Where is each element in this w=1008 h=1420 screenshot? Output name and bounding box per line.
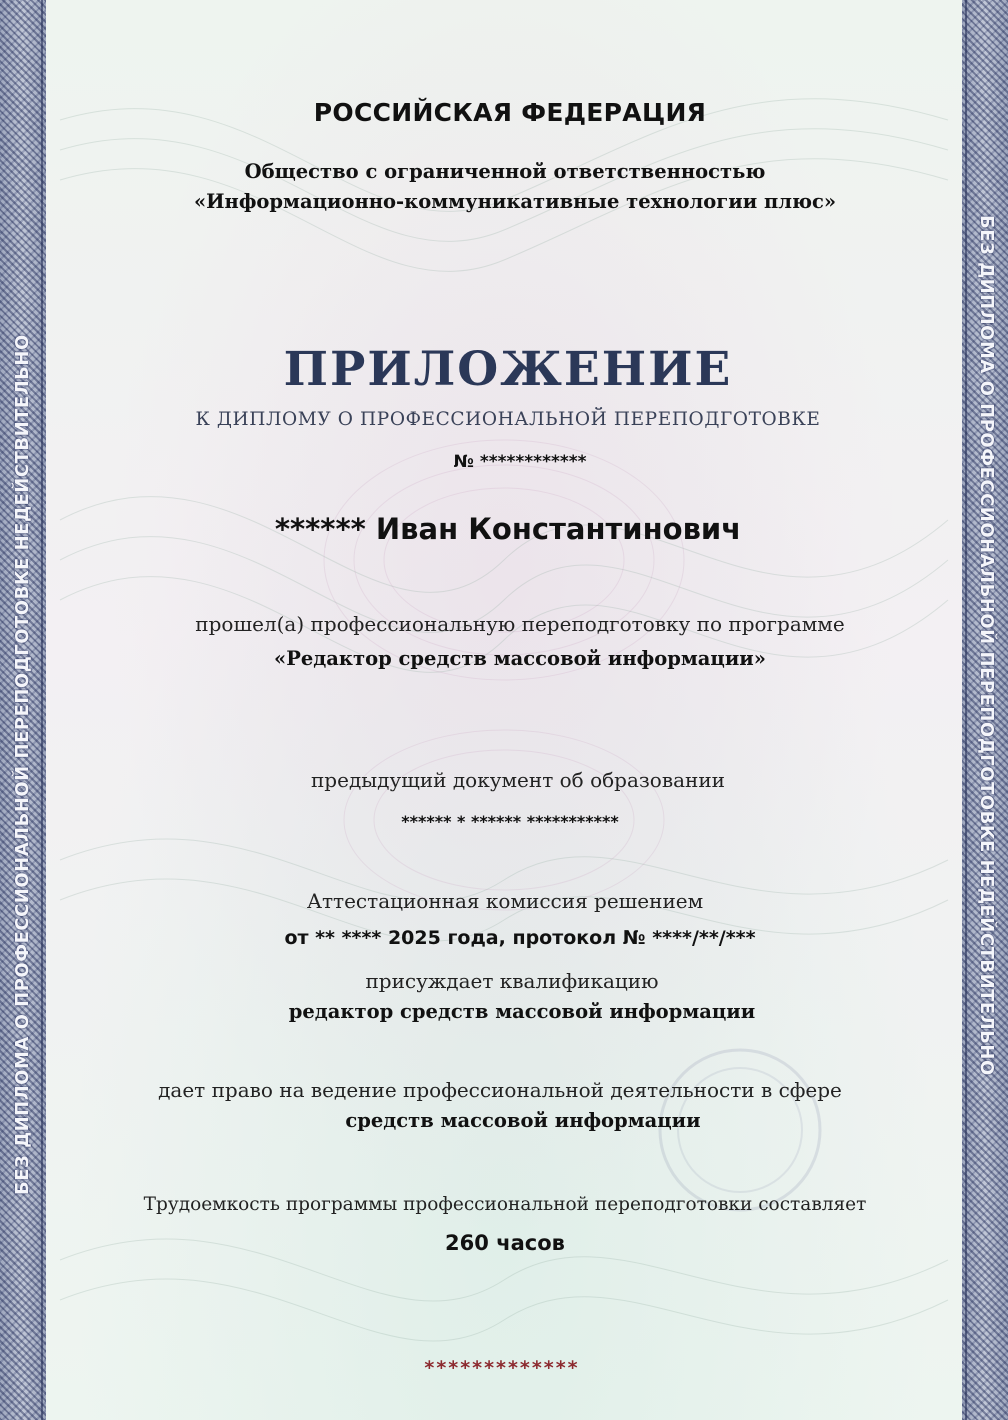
document-number: № ************ — [453, 452, 587, 472]
qualification-name: редактор средств массовой информации — [288, 1000, 756, 1023]
serial-number: ************* — [424, 1357, 580, 1379]
workload-label: Трудоемкость программы профессиональной переподготовки составляет — [143, 1194, 867, 1215]
organization-name: «Информационно-коммуникативные технологии плюс» — [193, 190, 837, 213]
program-name: «Редактор средств массовой информации» — [274, 647, 766, 670]
left-border-text: БЕЗ ДИПЛОМА О ПРОФЕССИОНАЛЬНОЙ ПЕРЕПОДГОТОВКЕ НЕДЕЙСТВИТЕЛЬНО — [12, 334, 33, 1195]
left-security-border — [0, 0, 46, 1420]
document-title: ПРИЛОЖЕНИЕ — [283, 342, 733, 397]
rights-text: дает право на ведение профессиональной деятельности в сфере — [158, 1078, 842, 1102]
award-qualification-text: присуждает квалификацию — [365, 969, 659, 993]
professional-sphere: средств массовой информации — [345, 1109, 701, 1132]
country-heading: РОССИЙСКАЯ ФЕДЕРАЦИЯ — [313, 98, 707, 127]
previous-document-label: предыдущий документ об образовании — [310, 768, 726, 792]
holder-full-name: ****** Иван Константинович — [274, 512, 742, 546]
document-subtitle: К ДИПЛОМУ О ПРОФЕССИОНАЛЬНОЙ ПЕРЕПОДГОТОВКЕ — [195, 409, 821, 430]
commission-decision-text: Аттестационная комиссия решением — [306, 889, 704, 913]
previous-document-value: ****** * ****** *********** — [401, 812, 619, 831]
right-security-border — [962, 0, 1008, 1420]
workload-hours: 260 часов — [445, 1231, 565, 1255]
protocol-details: от ** **** 2025 года, протокол № ****/**/*** — [284, 927, 756, 949]
organization-type: Общество с ограниченной ответственностью — [244, 160, 766, 183]
program-intro-text: прошел(а) профессиональную переподготовку по программе — [195, 612, 845, 636]
right-border-text: БЕЗ ДИПЛОМА О ПРОФЕССИОНАЛЬНОЙ ПЕРЕПОДГОТОВКЕ НЕДЕЙСТВИТЕЛЬНО — [976, 215, 997, 1076]
